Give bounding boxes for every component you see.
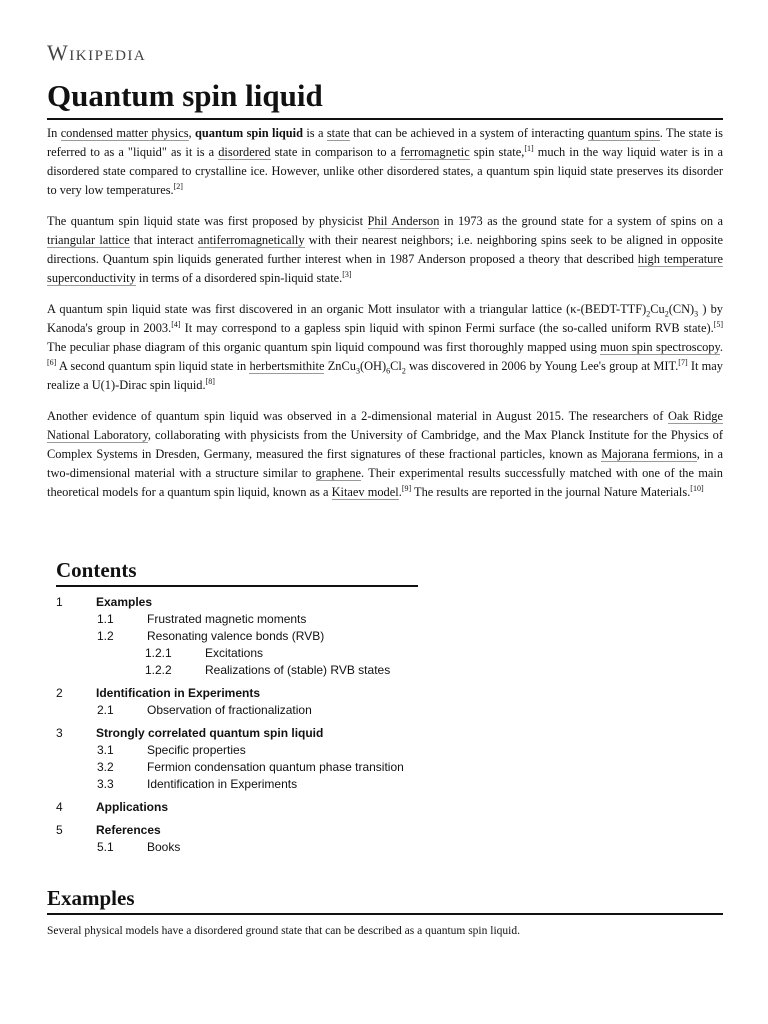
subscript: 2 bbox=[401, 366, 406, 376]
text: with their nearest neighbors; i.e. neighboring spins seek to be aligned in opposite directions. Quantum spin liquids generated further interest when in 1987 Anderson proposed a theory that described bbox=[47, 233, 723, 266]
text: . Their experimental results successfully matched with one of the main theoretical models for a quantum spin liquid, known as a bbox=[47, 466, 723, 499]
examples-paragraph: Several physical models have a disordered ground state that can be described as a quantum spin liquid. bbox=[47, 925, 520, 937]
toc-label[interactable]: Specific properties bbox=[147, 743, 246, 757]
text: , collaborating with physicists from the University of Cambridge, and the Max Planck Institute for the Physics of Complex Systems in Dresden, Germany, measured the first signatures of these fractional particles, known as bbox=[47, 428, 723, 461]
link-herbertsmithite[interactable]: herbertsmithite bbox=[249, 359, 325, 373]
toc-item-fermion-condensation[interactable] bbox=[56, 760, 716, 777]
text: that can be achieved in a system of interacting bbox=[349, 126, 588, 140]
intro-paragraph-2 bbox=[47, 212, 723, 288]
toc-number: 1 bbox=[56, 595, 63, 609]
toc-label[interactable]: Frustrated magnetic moments bbox=[147, 612, 307, 626]
text: The peculiar phase diagram of this organic quantum spin liquid compound was first thoroughly mapped using bbox=[47, 340, 601, 354]
link-graphene[interactable]: graphene bbox=[315, 466, 362, 480]
toc-item-resonating-valence-bonds[interactable] bbox=[56, 629, 716, 646]
toc-item-specific-properties[interactable] bbox=[56, 743, 716, 760]
toc-item-strongly-correlated-quantum-spin-liquid[interactable] bbox=[56, 726, 716, 743]
text: was discovered in 2006 by Young Lee's group at MIT. bbox=[405, 359, 679, 373]
text: Cl bbox=[390, 359, 402, 373]
toc-number: 2.1 bbox=[97, 703, 114, 717]
text: in terms of a disordered spin-liquid state. bbox=[135, 271, 343, 285]
toc-number: 4 bbox=[56, 800, 63, 814]
reference-10[interactable]: [10] bbox=[690, 483, 704, 493]
toc-label[interactable]: Applications bbox=[96, 800, 169, 814]
reference-5[interactable]: [5] bbox=[713, 319, 723, 329]
toc-title: Contents bbox=[56, 558, 418, 587]
toc-item-frustrated-magnetic-moments[interactable] bbox=[56, 612, 716, 629]
toc-number: 3 bbox=[56, 726, 63, 740]
text: ZnCu bbox=[324, 359, 356, 373]
toc-number: 5.1 bbox=[97, 840, 114, 854]
link-antiferromagnetically[interactable]: antiferromagnetically bbox=[197, 233, 305, 247]
toc-label[interactable]: References bbox=[96, 823, 161, 837]
toc-item-examples[interactable] bbox=[56, 595, 716, 612]
text: . bbox=[719, 340, 723, 354]
reference-3[interactable]: [3] bbox=[342, 269, 352, 279]
reference-6[interactable]: [6] bbox=[47, 357, 57, 367]
toc-item-applications[interactable] bbox=[56, 800, 716, 817]
toc-label[interactable]: Strongly correlated quantum spin liquid bbox=[96, 726, 324, 740]
text: . bbox=[398, 485, 402, 499]
toc-item-observation-of-fractionalization[interactable] bbox=[56, 703, 716, 720]
link-state[interactable]: state bbox=[326, 126, 350, 140]
toc-number: 3.2 bbox=[97, 760, 114, 774]
subscript: 2 bbox=[646, 309, 651, 319]
text: . The state is referred to as a "liquid" as it is a bbox=[47, 126, 723, 159]
toc-label[interactable]: Identification in Experiments bbox=[147, 777, 298, 791]
text: A quantum spin liquid state was first discovered in an organic Mott insulator with a triangular lattice (κ-(BEDT-TTF) bbox=[47, 302, 647, 316]
article-intro bbox=[47, 124, 723, 514]
text: is a bbox=[303, 126, 327, 140]
toc-label[interactable]: Observation of fractionalization bbox=[147, 703, 312, 717]
reference-9[interactable]: [9] bbox=[401, 483, 412, 493]
text: spin state, bbox=[469, 145, 525, 159]
toc-item-identification-in-experiments[interactable] bbox=[56, 686, 716, 703]
toc-number: 5 bbox=[56, 823, 63, 837]
link-quantum-spins[interactable]: quantum spins bbox=[587, 126, 660, 140]
subscript: 3 bbox=[694, 309, 699, 319]
toc-item-excitations[interactable] bbox=[56, 646, 716, 663]
reference-2[interactable]: [2] bbox=[173, 181, 183, 191]
text: , in a two-dimensional material with a structure similar to bbox=[47, 447, 723, 480]
toc-item-identification-in-experiments-2[interactable] bbox=[56, 777, 716, 794]
text: ) by Kanoda's group in 2003. bbox=[47, 302, 723, 335]
section-heading-examples: Examples bbox=[47, 886, 723, 915]
link-phil-anderson[interactable]: Phil Anderson bbox=[367, 214, 440, 228]
toc-label[interactable]: Examples bbox=[96, 595, 153, 609]
text: state in comparison to a bbox=[270, 145, 401, 159]
text: In bbox=[47, 126, 61, 140]
reference-7[interactable]: [7] bbox=[678, 357, 688, 367]
intro-paragraph-1 bbox=[47, 124, 723, 200]
link-disordered[interactable]: disordered bbox=[218, 145, 271, 159]
text: The quantum spin liquid state was first proposed by physicist bbox=[47, 214, 368, 228]
link-majorana-fermions[interactable]: Majorana fermions bbox=[601, 447, 697, 461]
intro-paragraph-4 bbox=[47, 407, 723, 502]
subscript: 3 bbox=[355, 366, 360, 376]
text: The results are reported in the journal Nature Materials. bbox=[411, 485, 691, 499]
link-kitaev-model[interactable]: Kitaev model bbox=[331, 485, 399, 499]
text: (CN) bbox=[668, 302, 695, 316]
subscript: 2 bbox=[664, 309, 669, 319]
toc-label[interactable]: Books bbox=[147, 840, 181, 854]
reference-4[interactable]: [4] bbox=[171, 319, 181, 329]
reference-8[interactable]: [8] bbox=[205, 376, 215, 386]
link-ferromagnetic[interactable]: ferromagnetic bbox=[400, 145, 470, 159]
intro-paragraph-3 bbox=[47, 300, 723, 395]
reference-1[interactable]: [1] bbox=[524, 143, 534, 153]
subscript: 6 bbox=[386, 366, 391, 376]
text: in 1973 as the ground state for a system of spins on a bbox=[439, 214, 724, 228]
text: much in the way liquid water is in a disordered state compared to crystalline ice. However, unlike other disordered states, a quantum spin liquid state preserves its disorder to very low temperatures. bbox=[47, 145, 723, 197]
toc-number: 3.3 bbox=[97, 777, 114, 791]
toc-item-books[interactable] bbox=[56, 840, 716, 857]
text: It may realize a U(1)-Dirac spin liquid. bbox=[47, 359, 723, 392]
toc-number: 2 bbox=[56, 686, 63, 700]
toc-label[interactable]: Excitations bbox=[205, 646, 264, 660]
page-title: Quantum spin liquid bbox=[47, 78, 723, 120]
toc-label[interactable]: Realizations of (stable) RVB states bbox=[205, 663, 391, 677]
toc-label[interactable]: Fermion condensation quantum phase transition bbox=[147, 760, 404, 774]
link-oak-ridge-national-laboratory[interactable]: Oak Ridge National Laboratory bbox=[47, 409, 723, 442]
bold-term: quantum spin liquid bbox=[195, 126, 303, 140]
text: that interact bbox=[129, 233, 198, 247]
link-condensed-matter-physics[interactable]: condensed matter physics bbox=[60, 126, 189, 140]
text: , bbox=[188, 126, 196, 140]
toc-label[interactable]: Identification in Experiments bbox=[96, 686, 261, 700]
link-muon-spin-spectroscopy[interactable]: muon spin spectroscopy bbox=[600, 340, 720, 354]
link-triangular-lattice[interactable]: triangular lattice bbox=[47, 233, 130, 247]
table-of-contents bbox=[56, 558, 716, 857]
toc-label[interactable]: Resonating valence bonds (RVB) bbox=[147, 629, 325, 643]
text: Another evidence of quantum spin liquid was observed in a 2-dimensional material in August 2015. The researchers of bbox=[47, 409, 669, 423]
text: A second quantum spin liquid state in bbox=[56, 359, 250, 373]
link-high-temperature-superconductivity[interactable]: high temperature superconductivity bbox=[47, 252, 724, 285]
toc-item-references[interactable] bbox=[56, 823, 716, 840]
text: It may correspond to a gapless spin liquid with spinon Fermi surface (the so-called uniform RVB state). bbox=[180, 321, 714, 335]
toc-number: 1.1 bbox=[97, 612, 114, 626]
toc-number: 1.2 bbox=[97, 629, 114, 643]
text: Cu bbox=[650, 302, 665, 316]
toc-number: 3.1 bbox=[97, 743, 114, 757]
text: (OH) bbox=[359, 359, 387, 373]
toc-number: 1.2.1 bbox=[145, 646, 172, 660]
toc-item-realizations-of-rvb-states[interactable] bbox=[56, 663, 716, 680]
toc-number: 1.2.2 bbox=[145, 663, 172, 677]
wikipedia-logo[interactable]: Wikipedia bbox=[47, 40, 147, 65]
